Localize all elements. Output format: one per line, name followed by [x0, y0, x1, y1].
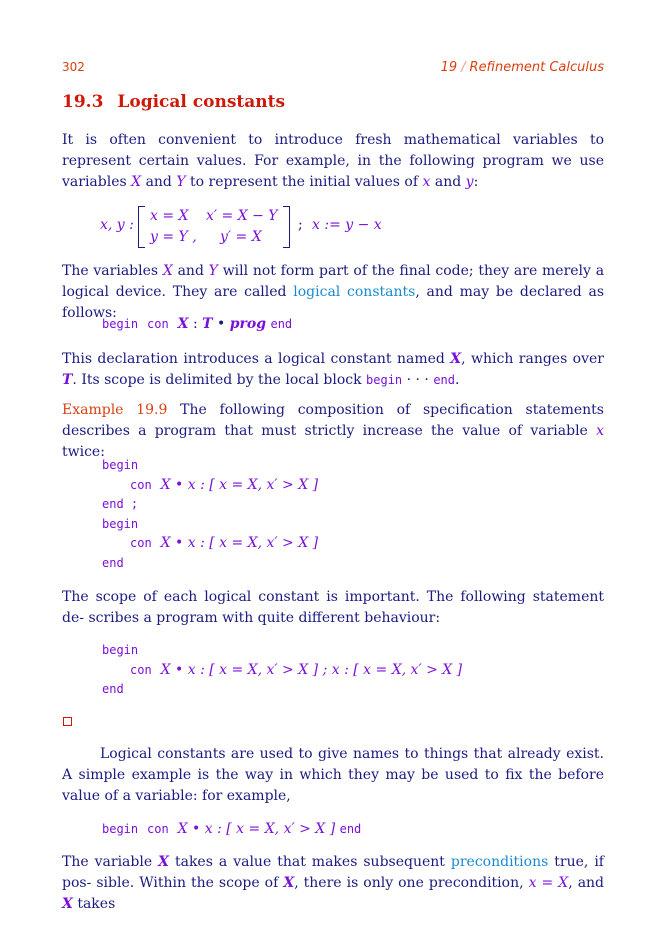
keyword: begin: [102, 516, 139, 531]
keyword: con: [130, 536, 152, 550]
keyword: end: [102, 682, 124, 696]
keyword: begin: [102, 643, 139, 657]
keyword: con: [130, 662, 152, 677]
running-header: [441, 60, 604, 75]
code-block-1: [102, 456, 318, 573]
text: .: [455, 372, 460, 388]
code-block-3: [102, 820, 361, 840]
keyword: con: [130, 477, 152, 492]
math-var: X: [131, 174, 142, 190]
text: to represent the initial values of: [190, 174, 419, 190]
frame-lhs: x, y :: [100, 217, 134, 233]
math-var: X: [283, 875, 295, 891]
math-var: x: [422, 174, 431, 190]
text: and: [177, 263, 204, 279]
spec-statement: X • x : [ x = X, x′ > X ]: [160, 476, 319, 493]
matrix-cell: y = Y ,: [150, 229, 197, 245]
text: takes a value that makes subsequent: [174, 854, 445, 870]
keyword: end ;: [102, 497, 139, 511]
math-var: x: [596, 423, 604, 439]
bullet-symbol: •: [217, 316, 226, 332]
keyword: end: [270, 317, 293, 331]
text: This declaration introduces a logical constant named: [62, 351, 445, 367]
text: scribes a program with quite different behaviour:: [88, 610, 441, 626]
text: twice:: [62, 444, 105, 460]
text: · · ·: [406, 372, 429, 388]
keyword: end: [102, 555, 124, 570]
text: logical device. They are called: [62, 284, 287, 300]
text: a variable: for example,: [122, 788, 291, 804]
example-label: Example 19.9: [62, 402, 168, 418]
section-number: 19.3: [62, 92, 104, 112]
page-number: 302: [62, 60, 85, 74]
section-title: Logical constants: [117, 92, 286, 112]
math-var: Y: [208, 263, 218, 279]
glossary-link[interactable]: logical constants: [293, 284, 416, 300]
text: The following composition of specification statements describes: [62, 402, 604, 439]
chapter-number: 19: [440, 60, 458, 75]
example-paragraph: [62, 400, 604, 463]
math-var: X: [162, 263, 173, 279]
keyword: begin: [102, 822, 139, 836]
text: , there is only one precondition,: [294, 875, 524, 891]
text: :: [192, 316, 198, 332]
math-var: T: [202, 316, 213, 332]
text: :: [473, 174, 479, 190]
naming-paragraph: [62, 744, 604, 807]
glossary-link[interactable]: preconditions: [450, 854, 549, 870]
text: sible. Within the scope of: [96, 875, 279, 891]
text: The variable: [62, 854, 153, 870]
declaration: [102, 315, 292, 335]
code-block-2: [102, 641, 462, 700]
math-var: prog: [229, 316, 267, 332]
text: and: [145, 174, 172, 190]
end-of-example-box: [63, 717, 72, 726]
keyword: begin: [366, 373, 403, 387]
keyword: end: [433, 373, 456, 387]
matrix-cell: x′ = X − Y: [206, 208, 278, 224]
section-heading: [62, 92, 285, 112]
keyword: begin: [102, 317, 139, 331]
keyword: end: [339, 822, 362, 836]
text: The variables: [62, 263, 159, 279]
text: It is often convenient to introduce fresh mathematical variables to represent: [62, 132, 604, 169]
math-expression: x = X: [528, 875, 569, 891]
text: certain values. For example, in the following program we use variables: [62, 153, 604, 190]
header-separator: /: [461, 60, 466, 75]
assignment: x := y − x: [312, 217, 382, 233]
matrix-cell: x = X: [150, 208, 189, 224]
text: .: [72, 372, 77, 388]
math-var: X: [177, 316, 189, 332]
text: true, if pos-: [62, 854, 604, 891]
display-equation: [100, 205, 500, 249]
matrix-cell: y′ = X: [220, 229, 262, 245]
text: , which ranges over: [461, 351, 605, 367]
math-var: X: [450, 351, 462, 367]
text: simple example is the way in which they may be used to fix the before value of: [62, 767, 605, 804]
text: , and may be declared as follows:: [62, 284, 605, 321]
right-bracket: [283, 206, 290, 248]
math-var: y: [465, 174, 474, 190]
spec-statement: X • x : [ x = X, x′ > X ] ; x : [ x = X, x′ > X ]: [160, 661, 463, 678]
text: takes: [77, 896, 116, 912]
left-bracket: [138, 206, 145, 248]
text: will not form part of the final code; they are merely a: [222, 263, 605, 279]
chapter-title: Refinement Calculus: [469, 60, 604, 75]
keyword: con: [147, 317, 169, 331]
keyword: con: [147, 822, 169, 836]
math-var: X: [62, 896, 73, 912]
text: , and: [568, 875, 605, 891]
text: Its scope is delimited by the local block: [81, 372, 362, 388]
text: Logical constants are used to give names to things that already exist. A: [62, 746, 604, 783]
spec-statement: X • x : [ x = X, x′ > X ]: [177, 821, 336, 837]
spec-statement: X • x : [ x = X, x′ > X ]: [160, 535, 319, 551]
precondition-paragraph: [62, 852, 604, 915]
intro-paragraph: [62, 130, 604, 193]
math-var: Y: [176, 174, 186, 190]
sequence-symbol: ;: [298, 217, 303, 233]
text: and: [434, 174, 462, 190]
text: The scope of each logical constant is important. The following statement de-: [62, 589, 604, 626]
scope-paragraph: [62, 349, 604, 391]
scope-importance-paragraph: [62, 587, 604, 629]
text: a program that must strictly increase the value of variable: [138, 423, 588, 439]
math-var: T: [62, 372, 73, 388]
math-var: X: [158, 854, 169, 870]
keyword: begin: [102, 458, 139, 472]
